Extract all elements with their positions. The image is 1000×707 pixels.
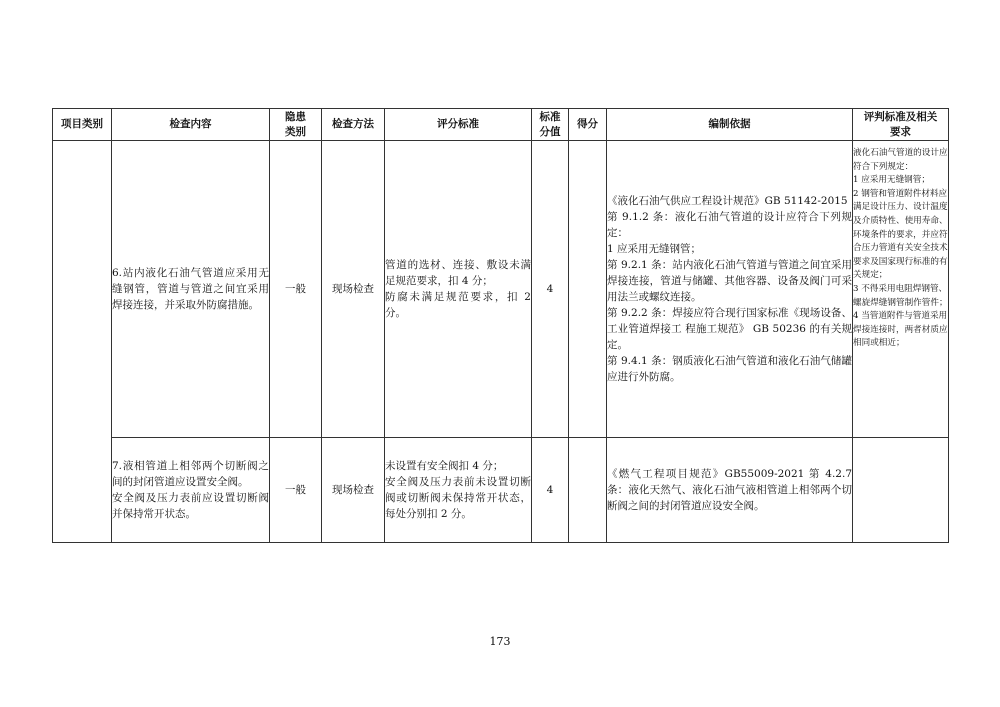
page-number: 173 — [489, 635, 511, 648]
scoring-cell: 管道的选材、连接、敷设未满足规范要求，扣 4 分； 防腐未满足规范要求，扣 2 分。 — [385, 141, 532, 438]
score-standard-cell: 4 — [532, 438, 569, 543]
hazard-cell: 一般 — [270, 438, 322, 543]
method-cell: 现场检查 — [322, 141, 385, 438]
basis-cell: 《燃气工程项目规范》GB55009-2021 第 4.2.7 条：液化天然气、液化石油气液相管道上相邻两个切断阀之间的封闭管道应设安全阀。 — [607, 438, 853, 543]
content-cell: 6.站内液化石油气管道应采用无缝钢管，管道与管道之间宜采用焊接连接，并采取外防腐措施。 — [112, 141, 270, 438]
header-basis: 编制依据 — [607, 109, 853, 141]
score-standard-cell: 4 — [532, 141, 569, 438]
score-cell — [569, 438, 607, 543]
header-scoring: 评分标准 — [385, 109, 532, 141]
criteria-text: 液化石油气管道的设计应符合下列规定： 1 应采用无缝钢管； 2 钢管和管道附件材料应满足设计压力、设计温度及介质特性、使用寿命、环境条件的要求，并应符合压力管道有关安全技术要求及国家现行标准的有关规定； 3 不得采用电阻焊钢管、螺旋焊缝钢管制作管件； 4 当管道附件与管道采用焊接连接时，两者材质应相同或相近； — [853, 148, 948, 349]
criteria-cell — [853, 438, 949, 543]
basis-cell: 《液化石油气供应工程设计规范》GB 51142-2015 第 9.1.2 条：液化石油气管道的设计应符合下列规定： 1 应采用无缝钢管； 第 9.2.1 条：站内液化石油气管道与管道之间宜采用焊接连接，管道与储罐、其他容器、设备及阀门可采用法兰或螺纹连接。 第 9.2.2 条：焊接应符合现行国家标准《现场设备、工业管道焊接工 程施工规范》 GB 50236 的有关规定。 第 9.4.1 条：钢质液化石油气管道和液化石油气储罐应进行外防腐。 — [607, 141, 853, 438]
header-hazard: 隐患 类别 — [270, 109, 322, 141]
category-cell — [53, 141, 112, 543]
header-score: 得分 — [569, 109, 607, 141]
table-row — [53, 438, 949, 543]
header-method: 检查方法 — [322, 109, 385, 141]
header-score-standard: 标准 分值 — [532, 109, 569, 141]
header-criteria: 评判标准及相关 要求 — [853, 109, 949, 141]
table-row — [53, 141, 949, 438]
content-cell: 7.液相管道上相邻两个切断阀之间的封闭管道应设置安全阀。 安全阀及压力表前应设置切断阀并保持常开状态。 — [112, 438, 270, 543]
method-cell: 现场检查 — [322, 438, 385, 543]
scoring-cell: 未设置有安全阀扣 4 分； 安全阀及压力表前未设置切断阀或切断阀未保持常开状态，每处分别扣 2 分。 — [385, 438, 532, 543]
criteria-cell — [853, 141, 949, 438]
header-category: 项目类别 — [53, 109, 112, 141]
header-row — [53, 109, 949, 141]
inspection-table — [52, 108, 949, 543]
score-cell — [569, 141, 607, 438]
hazard-cell: 一般 — [270, 141, 322, 438]
header-content: 检查内容 — [112, 109, 270, 141]
